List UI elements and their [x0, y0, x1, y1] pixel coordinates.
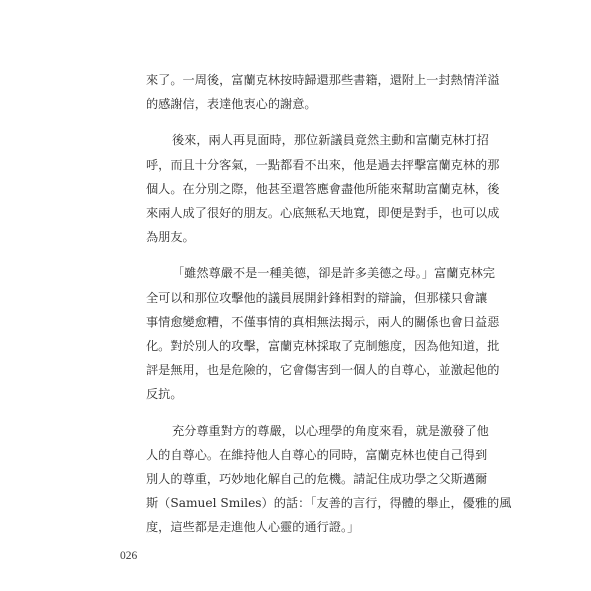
- text-line: 人的自尊心。在維持他人自尊心的同時，富蘭克林也使自己得到: [146, 447, 488, 462]
- text-line: 呼，而且十分客氣，一點都看不出來，他是過去抨擊富蘭克林的那: [146, 157, 500, 172]
- body-text: [146, 68, 512, 552]
- page-number: 026: [120, 550, 138, 562]
- text-line: 個人。在分別之際，他甚至還答應會盡他所能來幫助富蘭克林，後: [146, 181, 500, 196]
- text-line: 來了。一周後，富蘭克林按時歸還那些書籍，還附上一封熱情洋溢: [146, 73, 500, 87]
- text-line: 評是無用，也是危險的，它會傷害到一個人的自尊心，並激起他的: [146, 363, 500, 378]
- text-line: 斯（Samuel Smiles）的話：「友善的言行，得體的舉止，優雅的風: [146, 496, 512, 511]
- text-line: 充分尊重對方的尊嚴，以心理學的角度來看，就是激發了他: [172, 423, 489, 438]
- text-line: 來兩人成了很好的朋友。心底無私天地寬，即便是對手，也可以成: [146, 206, 500, 221]
- paragraph-1: [146, 68, 500, 116]
- text-line: 全可以和那位攻擊他的議員展開針鋒相對的辯論，但那樣只會讓: [146, 290, 488, 305]
- paragraph-3: [146, 261, 500, 406]
- paragraph-4: [146, 419, 512, 540]
- text-line: 度，這些都是走進他人心靈的通行證。」: [146, 520, 360, 535]
- text-line: 化。對於別人的攻擊，富蘭克林採取了克制態度，因為他知道，批: [146, 339, 500, 354]
- text-line: 事情愈變愈糟，不僅事情的真相無法揭示，兩人的關係也會日益惡: [146, 314, 500, 329]
- text-line: 別人的尊重，巧妙地化解自己的危機。請記住成功學之父斯邁爾: [146, 472, 488, 487]
- text-line: 後來，兩人再見面時，那位新議員竟然主動和富蘭克林打招: [172, 133, 489, 148]
- text-line: 為朋友。: [146, 230, 195, 245]
- text-line: 的感謝信，表達他衷心的謝意。: [146, 97, 317, 112]
- text-line: 反抗。: [146, 387, 183, 402]
- paragraph-2: [146, 128, 500, 249]
- text-line: 「雖然尊嚴不是一種美德，卻是許多美德之母。」富蘭克林完: [172, 266, 495, 281]
